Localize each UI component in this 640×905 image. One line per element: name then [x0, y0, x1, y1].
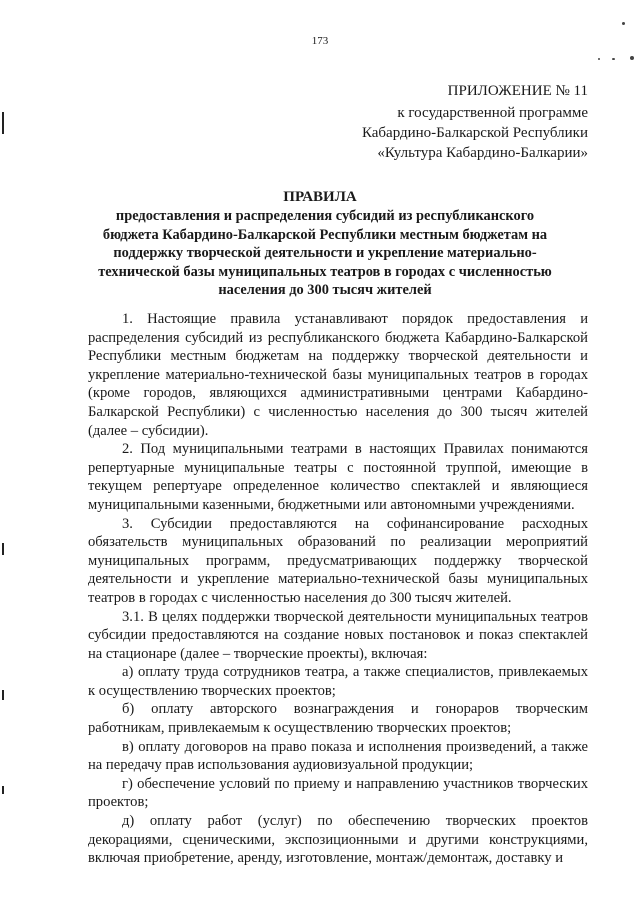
appendix-line: «Культура Кабардино-Балкарии»: [377, 145, 588, 161]
list-item-g: г) обеспечение условий по приему и направлению участников творческих проектов;: [88, 775, 588, 811]
paragraph-1: 1. Настоящие правила устанавливают порядок предоставления и распределения субсидий из республиканского бюджета Кабардино-Балкарской Республики местным бюджетам на поддержку творческой деятельности и укрепление материально-технической базы муниципальных театров в городах (кроме городов, являющихся административными центрами Кабардино-Балкарской Республики) с численностью населения до 300 тысяч жителей (далее – субсидии).: [88, 311, 588, 439]
appendix-title: ПРИЛОЖЕНИЕ № 11: [447, 83, 588, 99]
scan-speck: [612, 58, 615, 60]
appendix-block: [362, 81, 588, 163]
paragraph-2: 2. Под муниципальными театрами в настоящих Правилах понимаются репертуарные муниципальные театры с постоянной труппой, имеющие в текущем репертуаре определенное количество спектаклей и являющиеся муниципальными казенными, бюджетными или автономными учреждениями.: [88, 441, 588, 513]
appendix-line: к государственной программе: [397, 105, 588, 121]
page-number: 173: [311, 35, 329, 47]
appendix-line: Кабардино-Балкарской Республики: [361, 125, 588, 141]
scan-mark: [2, 112, 4, 134]
scan-mark: [2, 690, 4, 700]
list-item-v: в) оплату договоров на право показа и исполнения произведений, а также на передачу прав использования аудиовизуальной продукции;: [88, 738, 588, 774]
rules-title: ПРАВИЛА: [283, 189, 357, 205]
document-body: [88, 310, 588, 868]
paragraph-3: 3. Субсидии предоставляются на софинансирование расходных обязательств муниципальных образований по реализации мероприятий муниципальных программ, предусматривающих поддержку творческой деятельности и укрепление материально-технической базы муниципальных театров в городах с численностью населения до 300 тысяч жителей.: [88, 515, 588, 606]
scan-speck: [630, 56, 634, 60]
scan-mark: [2, 786, 4, 794]
scan-speck: [598, 58, 600, 60]
scan-mark: [2, 543, 4, 555]
list-item-d: д) оплату работ (услуг) по обеспечению творческих проектов декорациями, сценическими, экспозиционными и другими конструкциями, включая приобретение, аренду, изготовление, монтаж/демонтаж, доставку и: [88, 813, 588, 867]
paragraph-3-1: 3.1. В целях поддержки творческой деятельности муниципальных театров субсидии предоставляются на создание новых постановок и показ спектаклей на стационаре (далее – творческие проекты), включая:: [88, 608, 588, 662]
list-item-b: б) оплату авторского вознаграждения и гонораров творческим работникам, привлекаемым к осуществлению творческих проектов;: [88, 701, 588, 737]
list-item-a: а) оплату труда сотрудников театра, а также специалистов, привлекаемых к осуществлению творческих проектов;: [88, 664, 588, 699]
scan-speck: [622, 22, 625, 25]
rules-subtitle: предоставления и распределения субсидий из республиканского бюджета Кабардино-Балкарской Республики местным бюджетам на поддержку творческой деятельности и укрепление материально-технической базы муниципальных театров в городах с численностью населения до 300 тысяч жителей: [98, 208, 552, 298]
